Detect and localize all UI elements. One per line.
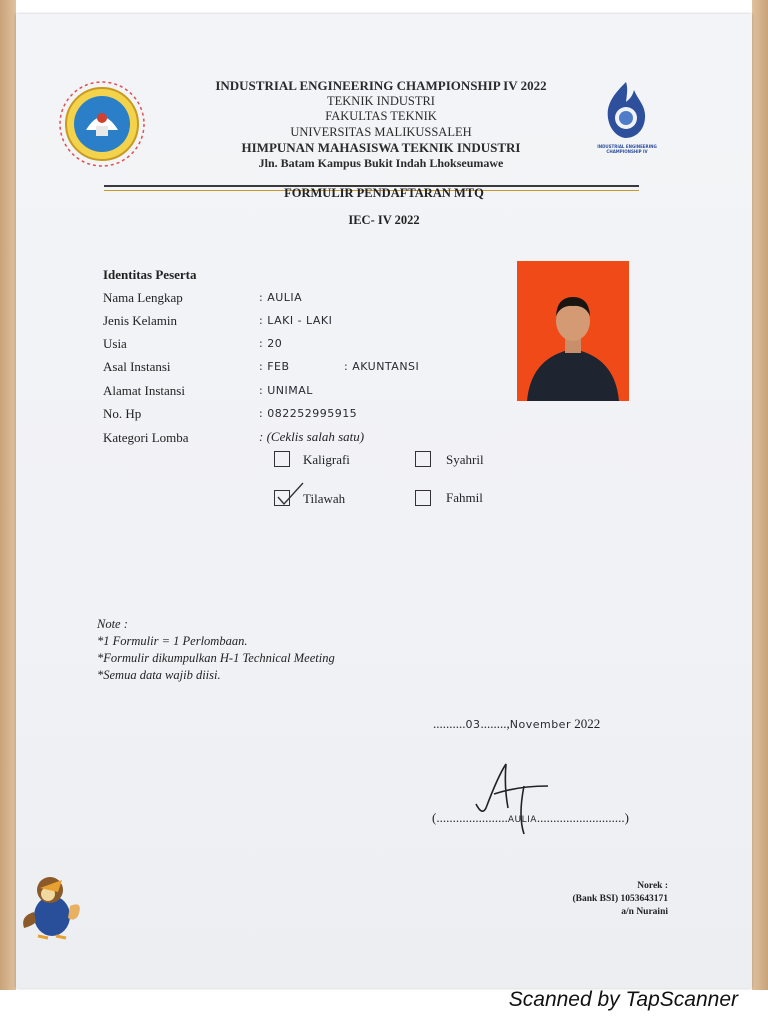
section-title: Identitas Peserta bbox=[103, 267, 197, 282]
championship-flame-logo-icon bbox=[600, 80, 652, 142]
signature-name[interactable]: AULIA bbox=[507, 815, 537, 825]
label-institution: Asal Instansi bbox=[103, 359, 171, 374]
header-faculty: FAKULTAS TEKNIK bbox=[325, 109, 437, 123]
checkbox-kaligrafi-label: Kaligrafi bbox=[303, 452, 350, 467]
checkbox-kaligrafi[interactable] bbox=[274, 451, 290, 467]
name-dots: ........................... bbox=[536, 810, 625, 825]
participant-photo bbox=[517, 261, 629, 401]
checkbox-fahmil[interactable] bbox=[415, 490, 431, 506]
date-dots: .......... bbox=[433, 716, 466, 731]
checkbox-tilawah[interactable] bbox=[274, 490, 290, 506]
header-department: TEKNIK INDUSTRI bbox=[327, 93, 435, 108]
note-item: *1 Formulir = 1 Perlombaan. bbox=[97, 634, 248, 648]
value-gender[interactable]: : LAKI - LAKI bbox=[259, 314, 333, 327]
header-championship: INDUSTRIAL ENGINEERING CHAMPIONSHIP IV 2022 bbox=[215, 78, 547, 93]
participant-portrait-icon bbox=[517, 261, 629, 401]
paren-close: ) bbox=[624, 810, 630, 825]
label-age: Usia bbox=[103, 336, 127, 351]
bank-info bbox=[572, 880, 668, 919]
value-full-name[interactable]: : AULIA bbox=[259, 291, 303, 304]
label-gender: Jenis Kelamin bbox=[103, 313, 178, 328]
paren-open: ( bbox=[432, 810, 437, 825]
bank-info-heading: Norek : bbox=[637, 881, 668, 891]
date-day[interactable]: 03 bbox=[465, 718, 481, 731]
note-item: *Semua data wajib diisi. bbox=[97, 668, 221, 682]
bank-info-account: (Bank BSI) 1053643171 bbox=[572, 894, 668, 904]
name-dots: ...................... bbox=[436, 810, 508, 825]
value-institution-address[interactable]: : UNIMAL bbox=[259, 384, 313, 397]
checkbox-syahril[interactable] bbox=[415, 451, 431, 467]
championship-logo-text: INDUSTRIAL ENGINEERING CHAMPIONSHIP IV bbox=[597, 144, 657, 154]
category-instruction: : (Ceklis salah satu) bbox=[259, 429, 365, 444]
note-item: *Formulir dikumpulkan H-1 Technical Meeting bbox=[97, 651, 335, 665]
header-address: Jln. Batam Kampus Bukit Indah Lhokseumawe bbox=[258, 155, 504, 170]
label-full-name: Nama Lengkap bbox=[103, 290, 183, 305]
notes-title: Note : bbox=[97, 617, 128, 631]
label-institution-address: Alamat Instansi bbox=[103, 383, 185, 398]
table-surface-right bbox=[752, 0, 768, 990]
label-phone: No. Hp bbox=[103, 406, 142, 421]
form-subtitle: IEC- IV 2022 bbox=[348, 213, 420, 227]
university-seal-icon bbox=[56, 78, 148, 170]
table-surface-left bbox=[0, 0, 16, 990]
date-year: 2022 bbox=[574, 716, 601, 731]
checkbox-syahril-label: Syahril bbox=[446, 452, 484, 467]
notes-block bbox=[97, 616, 335, 684]
value-phone[interactable]: : 082252995915 bbox=[259, 407, 358, 420]
value-institution[interactable]: : FEB bbox=[259, 360, 290, 373]
value-major[interactable]: : AKUNTANSI bbox=[344, 360, 420, 373]
mascot-bird-icon bbox=[18, 866, 90, 942]
checkbox-tilawah-label: Tilawah bbox=[303, 491, 346, 506]
signature-date bbox=[433, 716, 600, 732]
date-month[interactable]: November bbox=[509, 718, 571, 731]
label-category: Kategori Lomba bbox=[103, 430, 189, 445]
value-age[interactable]: : 20 bbox=[259, 337, 283, 350]
form-sheet bbox=[16, 14, 752, 988]
signature-name-line bbox=[432, 810, 629, 826]
header-university: UNIVERSITAS MALIKUSSALEH bbox=[290, 124, 472, 139]
header-association: HIMPUNAN MAHASISWA TEKNIK INDUSTRI bbox=[241, 140, 521, 155]
form-title: FORMULIR PENDAFTARAN MTQ bbox=[284, 186, 484, 200]
scanner-watermark: Scanned by TapScanner bbox=[508, 988, 738, 1011]
date-dots: ........, bbox=[480, 716, 510, 731]
bank-info-holder: a/n Nuraini bbox=[621, 907, 668, 917]
check-mark-icon bbox=[275, 481, 305, 507]
checkbox-fahmil-label: Fahmil bbox=[446, 490, 483, 505]
